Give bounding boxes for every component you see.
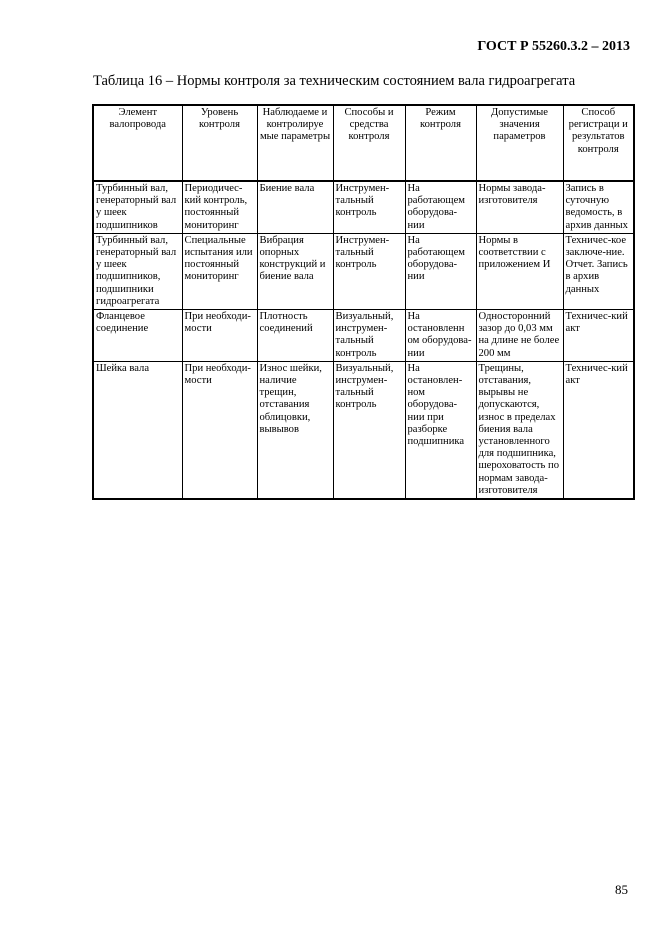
table-cell: Визуальный, инструмен-тальный контроль <box>333 361 405 499</box>
table-cell: На работающем оборудова-нии <box>405 181 476 233</box>
table-cell: На работающем оборудова-нии <box>405 233 476 309</box>
table-cell: Трещины, отставания, вырывы не допускаются, износ в пределах биения вала установленного для подшипника, шероховатость по нормам завода-изготовителя <box>476 361 563 499</box>
table-cell: На остановленн ом оборудова-нии <box>405 310 476 362</box>
table-cell: Запись в суточную ведомость, в архив данных <box>563 181 634 233</box>
table-cell: Нормы завода-изготовителя <box>476 181 563 233</box>
table-caption: Таблица 16 – Нормы контроля за техническим состоянием вала гидроагрегата <box>93 73 576 89</box>
table-cell: Фланцевое соединение <box>93 310 182 362</box>
table-cell: Биение вала <box>257 181 333 233</box>
table-cell: Турбинный вал, генераторный вал у шеек подшипников, подшипники гидроагрегата <box>93 233 182 309</box>
table-cell: Периодичес-кий контроль, постоянный мониторинг <box>182 181 257 233</box>
table-cell: Специальные испытания или постоянный мониторинг <box>182 233 257 309</box>
table-cell: При необходи-мости <box>182 361 257 499</box>
table-cell: Инструмен-тальный контроль <box>333 233 405 309</box>
column-header: Элемент валопровода <box>93 105 182 181</box>
column-header: Способы и средства контроля <box>333 105 405 181</box>
column-header: Наблюдаеме и контролируе мые параметры <box>257 105 333 181</box>
table-cell: Вибрация опорных конструкций и биение вала <box>257 233 333 309</box>
table-cell: Односторонний зазор до 0,03 мм на длине не более 200 мм <box>476 310 563 362</box>
column-header: Допустимые значения параметров <box>476 105 563 181</box>
table-cell: Плотность соединений <box>257 310 333 362</box>
table-cell: Инструмен-тальный контроль <box>333 181 405 233</box>
column-header: Уровень контроля <box>182 105 257 181</box>
table-cell: Техничес-кий акт <box>563 361 634 499</box>
table-cell: Техничес-кий акт <box>563 310 634 362</box>
table-cell: Шейка вала <box>93 361 182 499</box>
document-code: ГОСТ Р 55260.3.2 – 2013 <box>477 39 630 54</box>
table-row <box>93 181 634 233</box>
column-header: Способ регистраци и результатов контроля <box>563 105 634 181</box>
table-row <box>93 361 634 499</box>
table-cell: Техничес-кое заключе-ние. Отчет. Запись в архив данных <box>563 233 634 309</box>
table-cell: При необходи-мости <box>182 310 257 362</box>
table-cell: На остановлен-ном оборудова-нии при разборке подшипника <box>405 361 476 499</box>
table-header-row <box>93 105 634 181</box>
table-cell: Нормы в соответствии с приложением И <box>476 233 563 309</box>
norms-table <box>92 104 635 500</box>
table-cell: Визуальный, инструмен-тальный контроль <box>333 310 405 362</box>
table-row <box>93 310 634 362</box>
table-cell: Износ шейки, наличие трещин, отставания облицовки, вывывов <box>257 361 333 499</box>
page-number: 85 <box>615 882 628 897</box>
table-cell: Турбинный вал, генераторный вал у шеек подшипников <box>93 181 182 233</box>
column-header: Режим контроля <box>405 105 476 181</box>
table-row <box>93 233 634 309</box>
